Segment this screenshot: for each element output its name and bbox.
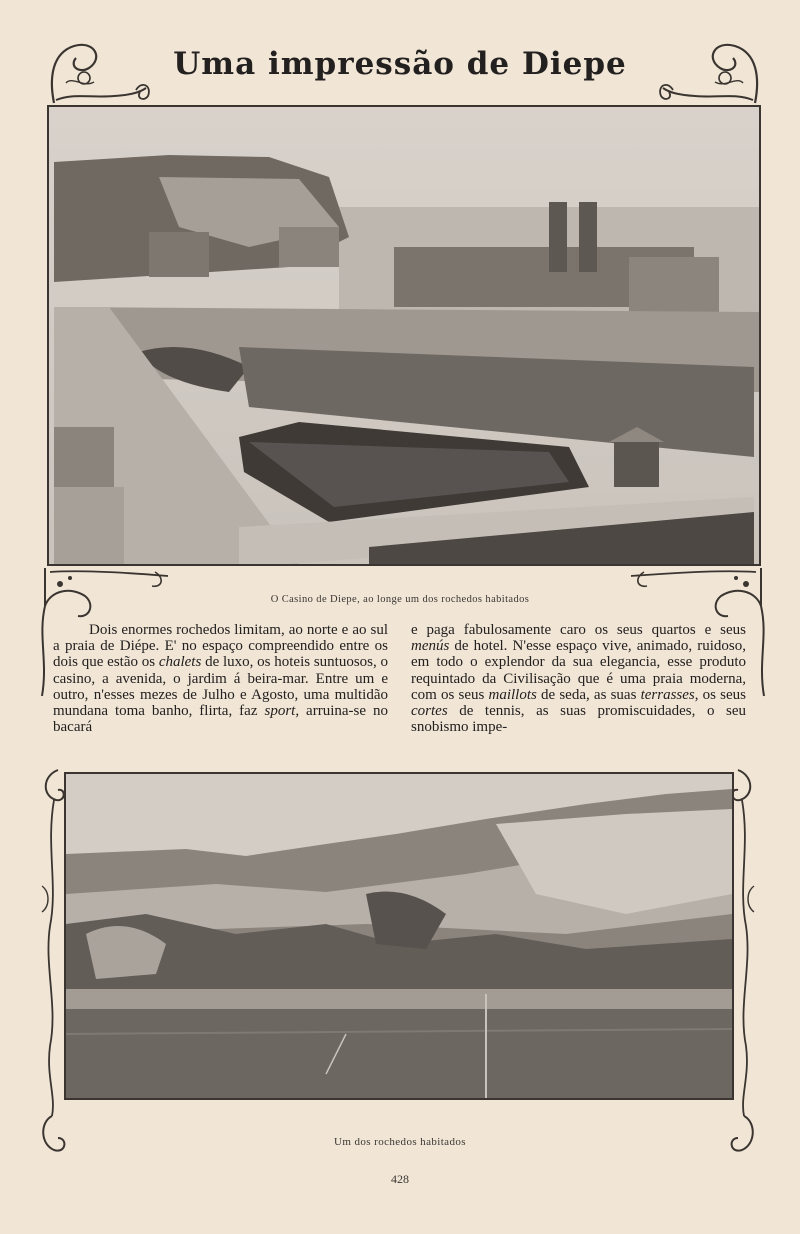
right-text-part: de tennis, as suas promiscuidades, o seu snobismo impe- (411, 703, 746, 736)
left-text-italic: chalets (158, 654, 202, 671)
left-header-ornament-icon (44, 38, 154, 108)
right-text-part: , os seus (694, 686, 747, 703)
left-text-italic: sport (264, 703, 296, 720)
right-text-italic: maillots (488, 686, 537, 703)
page-number: 428 (391, 1172, 409, 1186)
right-text-part: e paga fabulosamente caro os seus quartos e seus (411, 622, 746, 638)
left-text-part: de luxo, os hoteis suntuosos, o casino, a avenida, o jardim á beira-mar. Entre um e outro, n'esses mezes de Julho e Agosto, uma multidão mundana toma banho, flirta, faz (53, 654, 389, 720)
left-text-part: Dois enormes rochedos limitam, ao norte e ao sul a praia de Diépe. E' no espaço compreendido entre os dois que estão os (53, 622, 388, 671)
right-text-italic: terrasses (640, 686, 695, 703)
right-text-italic: menús (411, 638, 450, 655)
right-column-paragraph (411, 622, 746, 735)
right-header-ornament-icon (655, 38, 765, 108)
cliff-photo (64, 772, 734, 1100)
article-column-right (411, 622, 746, 735)
article-title: Uma impressão de Diepe (173, 46, 627, 82)
cliff-photo-caption: Um dos rochedos habitados (334, 1136, 466, 1148)
casino-photo (47, 105, 761, 566)
right-text-italic: cortes (411, 703, 448, 720)
left-text-part: , arruina-se no bacará (53, 703, 388, 736)
right-text-part: de seda, as suas (536, 686, 641, 703)
right-text-part: de hotel. N'esse espaço vive, animado, ruidoso, em todo o explendor da sua elegancia, esse produto requintado da Civilisação que é uma praia moderna, com os seus (411, 638, 746, 703)
article-column-left (53, 622, 388, 735)
casino-photo-caption: O Casino de Diepe, ao longe um dos rochedos habitados (270, 594, 530, 605)
left-column-paragraph (53, 622, 388, 735)
